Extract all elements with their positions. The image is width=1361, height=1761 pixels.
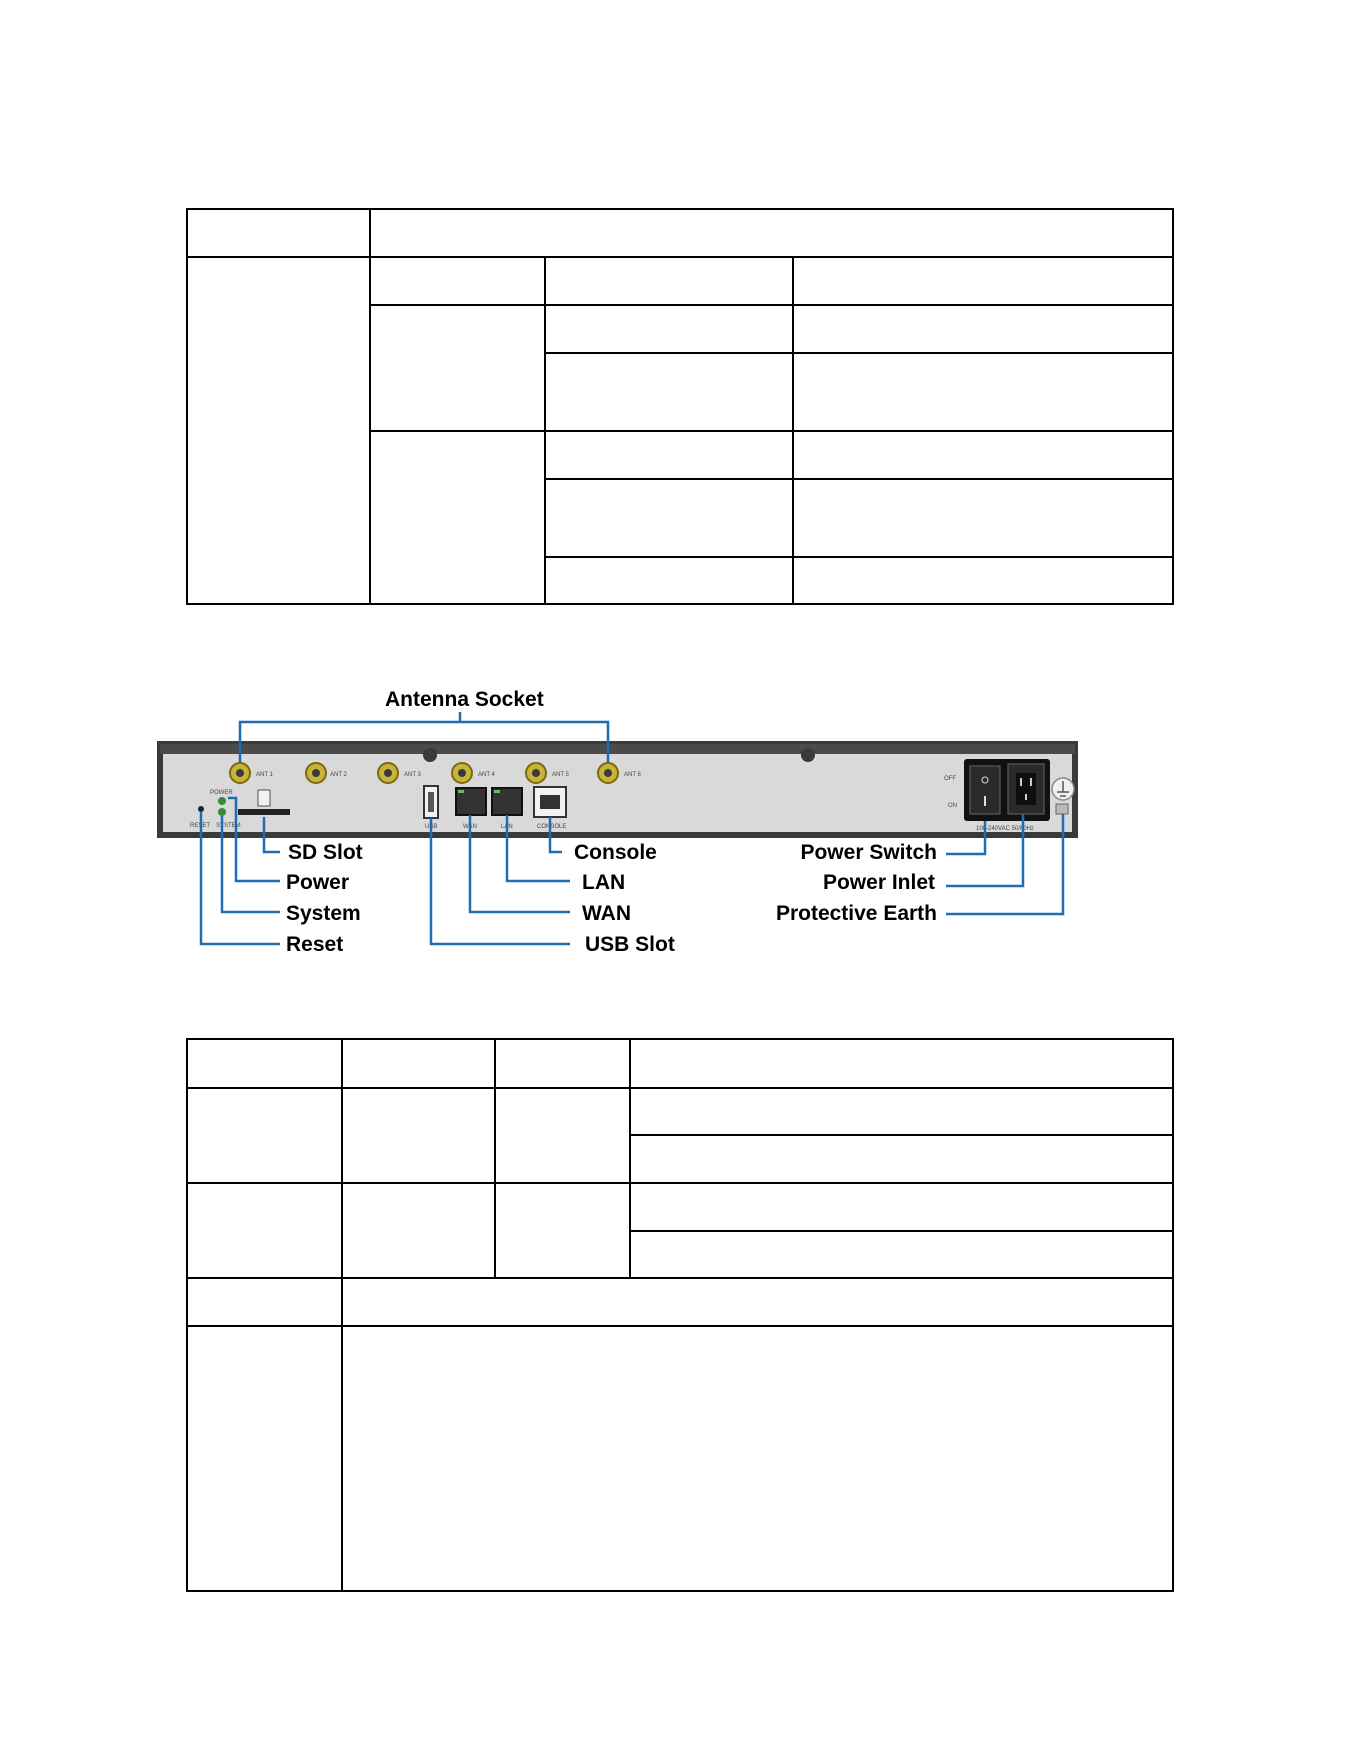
lan-label: LAN xyxy=(501,824,513,830)
table-rule xyxy=(494,1040,496,1279)
table-rule xyxy=(188,1277,1174,1279)
panel-screw xyxy=(801,748,815,762)
sd-button-icon xyxy=(258,790,270,806)
ant-4-label: ANT 4 xyxy=(478,772,495,778)
rear-panel-top-edge xyxy=(160,744,1075,754)
system-led-icon xyxy=(218,808,226,816)
power-switch-callout-label: Power Switch xyxy=(800,841,937,864)
sd-slot-label: SD Slot xyxy=(288,841,363,864)
table-rule xyxy=(631,1134,1174,1136)
on-label: ON xyxy=(948,803,957,809)
table-rule xyxy=(188,1182,1174,1184)
reset-callout-label: Reset xyxy=(286,933,344,956)
spec-table-bottom xyxy=(186,1038,1174,1592)
system-callout-label: System xyxy=(286,902,361,925)
reset-label: RESET xyxy=(190,823,211,829)
rating-label: 100-240VAC 50/60Hz xyxy=(976,826,1034,832)
console-label: CONSOLE xyxy=(537,824,567,830)
wan-label: WAN xyxy=(463,824,477,830)
ant-2-label: ANT 2 xyxy=(330,772,347,778)
power-label: Power xyxy=(286,871,350,894)
usb-label: USB xyxy=(425,824,438,830)
panel-screw xyxy=(423,748,437,762)
ant-3-label: ANT 3 xyxy=(404,772,421,778)
wan-callout-label: WAN xyxy=(582,902,631,925)
earth-screw-icon xyxy=(1056,804,1068,814)
sd-slot-icon xyxy=(238,809,290,815)
lan-callout-label: LAN xyxy=(582,871,626,894)
console-callout-label: Console xyxy=(574,841,657,864)
reset-button-icon xyxy=(198,806,204,812)
system-label: SYSTEM xyxy=(216,823,241,829)
table-rule xyxy=(188,1325,1174,1327)
power-led-icon xyxy=(218,797,226,805)
ant-5-label: ANT 5 xyxy=(552,772,569,778)
ant-6-label: ANT 6 xyxy=(624,772,641,778)
rear-panel xyxy=(160,744,1075,835)
power-inlet-callout-label: Power Inlet xyxy=(822,871,935,894)
table-rule xyxy=(341,1040,343,1592)
table-rule xyxy=(629,1040,631,1279)
off-label: OFF xyxy=(944,776,956,782)
table-rule xyxy=(631,1230,1174,1232)
power-switch-icon xyxy=(970,766,1000,814)
usb-slot-callout-label: USB Slot xyxy=(585,933,675,956)
power-led-label: POWER xyxy=(210,790,233,796)
antenna-socket-label: Antenna Socket xyxy=(385,688,544,711)
table-rule xyxy=(188,1087,1174,1089)
ant-1-label: ANT 1 xyxy=(256,772,273,778)
protective-earth-callout-label: Protective Earth xyxy=(775,902,937,925)
